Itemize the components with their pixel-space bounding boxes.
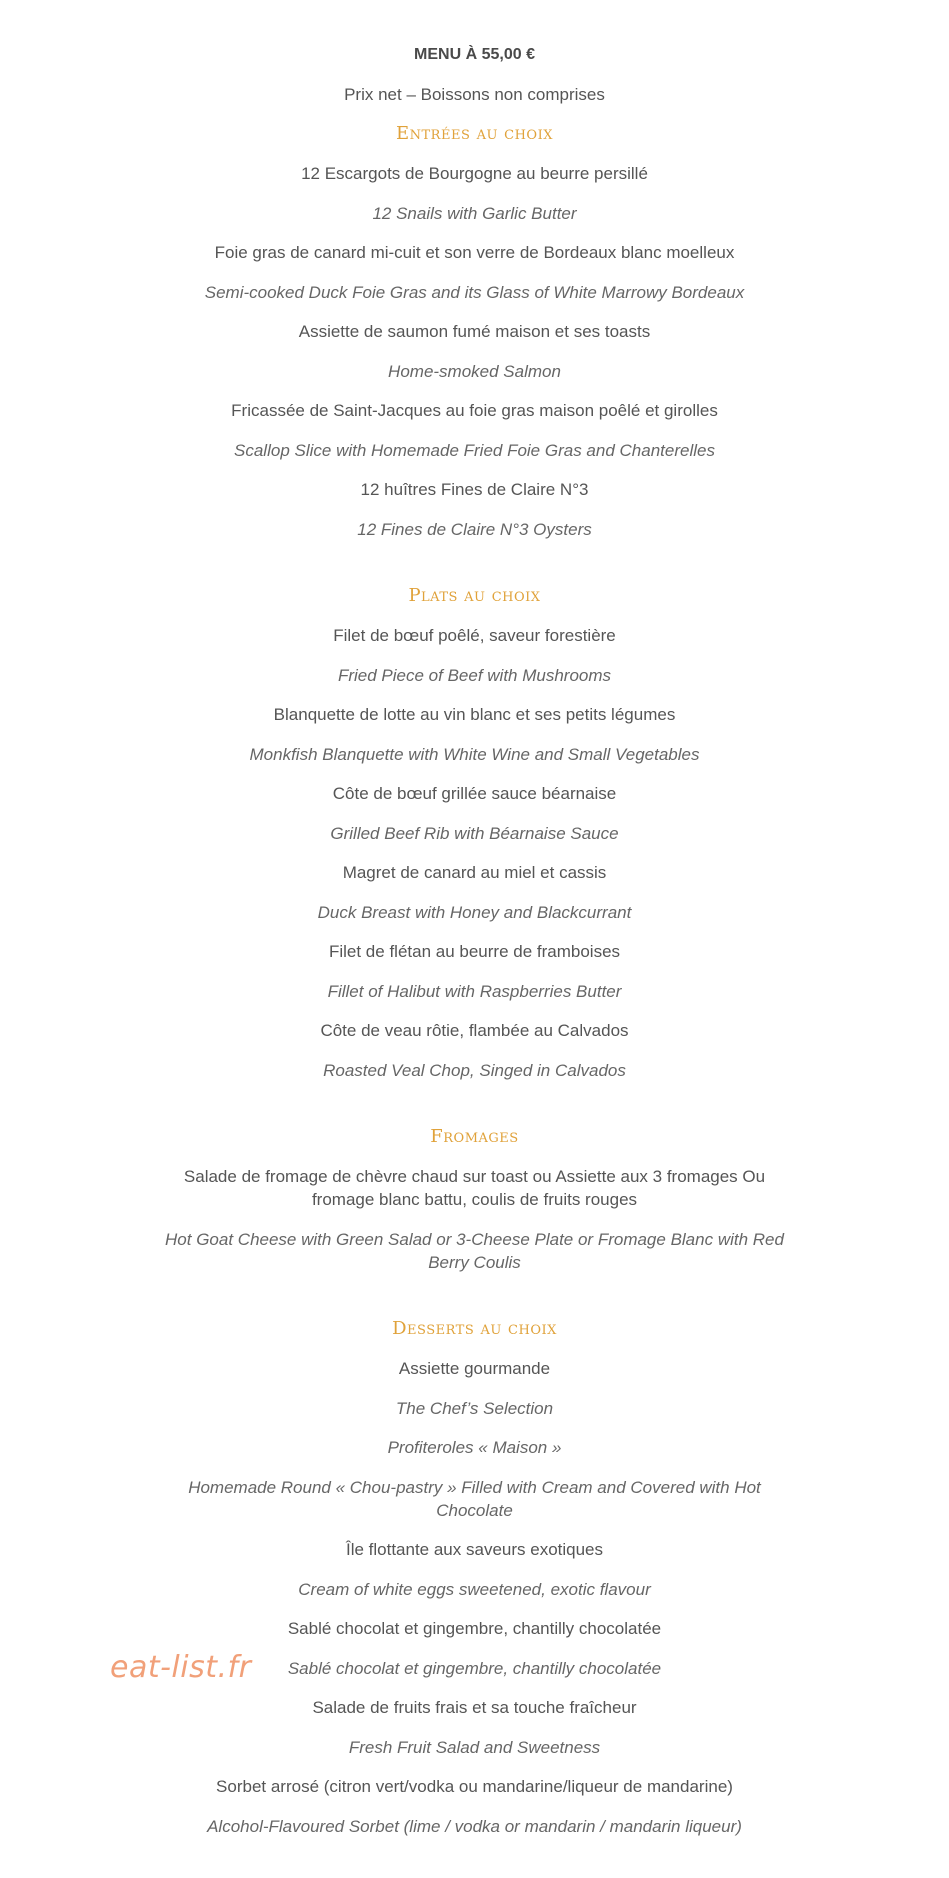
dish-fr: Salade de fruits frais et sa touche fraîcheur xyxy=(312,1698,637,1717)
dish-fr: Côte de bœuf grillée sauce béarnaise xyxy=(332,784,617,803)
dish-fr: Blanquette de lotte au vin blanc et ses petits légumes xyxy=(273,705,676,724)
dish-fr: Assiette de saumon fumé maison et ses toasts xyxy=(298,322,651,341)
menu-title: MENU À 55,00 € xyxy=(414,46,535,63)
dish-en: Monkfish Blanquette with White Wine and Small Vegetables xyxy=(249,745,700,764)
dish-fr: Filet de bœuf poêlé, saveur forestière xyxy=(333,626,616,645)
dish-en: Roasted Veal Chop, Singed in Calvados xyxy=(323,1061,626,1080)
dish-en: Homemade Round « Chou-pastry » Filled with Cream and Covered with Hot Chocolate xyxy=(188,1478,761,1520)
dish-en: Fried Piece of Beef with Mushrooms xyxy=(337,666,612,685)
dish-fr: Filet de flétan au beurre de framboises xyxy=(328,942,621,961)
dish-en: Hot Goat Cheese with Green Salad or 3-Cheese Plate or Fromage Blanc with Red Berry Coulis xyxy=(165,1230,784,1272)
dish-en: Semi-cooked Duck Foie Gras and its Glass of White Marrowy Bordeaux xyxy=(204,283,745,302)
dish-fr: Magret de canard au miel et cassis xyxy=(342,863,607,882)
section-heading-entrees: Entrées au choix xyxy=(396,123,553,144)
dish-en: Sablé chocolat et gingembre, chantilly chocolatée xyxy=(287,1659,662,1678)
dish-fr: Assiette gourmande xyxy=(398,1359,551,1378)
dish-fr: Côte de veau rôtie, flambée au Calvados xyxy=(320,1021,629,1040)
dish-fr: Île flottante aux saveurs exotiques xyxy=(345,1540,604,1559)
dish-en: Alcohol-Flavoured Sorbet (lime / vodka or mandarin / mandarin liqueur) xyxy=(207,1817,742,1836)
dish-en: The Chef’s Selection xyxy=(395,1399,554,1418)
dish-fr: Sorbet arrosé (citron vert/vodka ou mandarine/liqueur de mandarine) xyxy=(216,1777,733,1796)
dish-en: 12 Fines de Claire N°3 Oysters xyxy=(357,520,592,539)
dish-fr: Fricassée de Saint-Jacques au foie gras maison poêlé et girolles xyxy=(231,401,718,420)
dish-en: Fresh Fruit Salad and Sweetness xyxy=(348,1738,601,1757)
dish-en: Profiteroles « Maison » xyxy=(387,1438,562,1457)
menu-subtitle: Prix net – Boissons non comprises xyxy=(344,85,605,104)
section-heading-plats: Plats au choix xyxy=(408,585,541,606)
dish-fr: Foie gras de canard mi-cuit et son verre de Bordeaux blanc moelleux xyxy=(214,243,735,262)
dish-en: 12 Snails with Garlic Butter xyxy=(372,204,577,223)
dish-en: Duck Breast with Honey and Blackcurrant xyxy=(317,903,632,922)
dish-en: Scallop Slice with Homemade Fried Foie Gras and Chanterelles xyxy=(234,441,715,460)
dish-en: Home-smoked Salmon xyxy=(388,362,561,381)
dish-fr: Salade de fromage de chèvre chaud sur toast ou Assiette aux 3 fromages Ou fromage blanc battu, coulis de fruits rouges xyxy=(183,1167,766,1209)
dish-en: Grilled Beef Rib with Béarnaise Sauce xyxy=(330,824,619,843)
dish-en: Fillet of Halibut with Raspberries Butter xyxy=(327,982,622,1001)
watermark-logo: eat-list.fr xyxy=(110,1650,252,1685)
dish-fr: 12 Escargots de Bourgogne au beurre persillé xyxy=(301,164,648,183)
section-heading-fromages: Fromages xyxy=(430,1126,519,1147)
section-heading-desserts: Desserts au choix xyxy=(392,1318,557,1339)
dish-fr: 12 huîtres Fines de Claire N°3 xyxy=(360,480,589,499)
dish-fr: Sablé chocolat et gingembre, chantilly chocolatée xyxy=(287,1619,662,1638)
dish-en: Cream of white eggs sweetened, exotic flavour xyxy=(298,1580,651,1599)
